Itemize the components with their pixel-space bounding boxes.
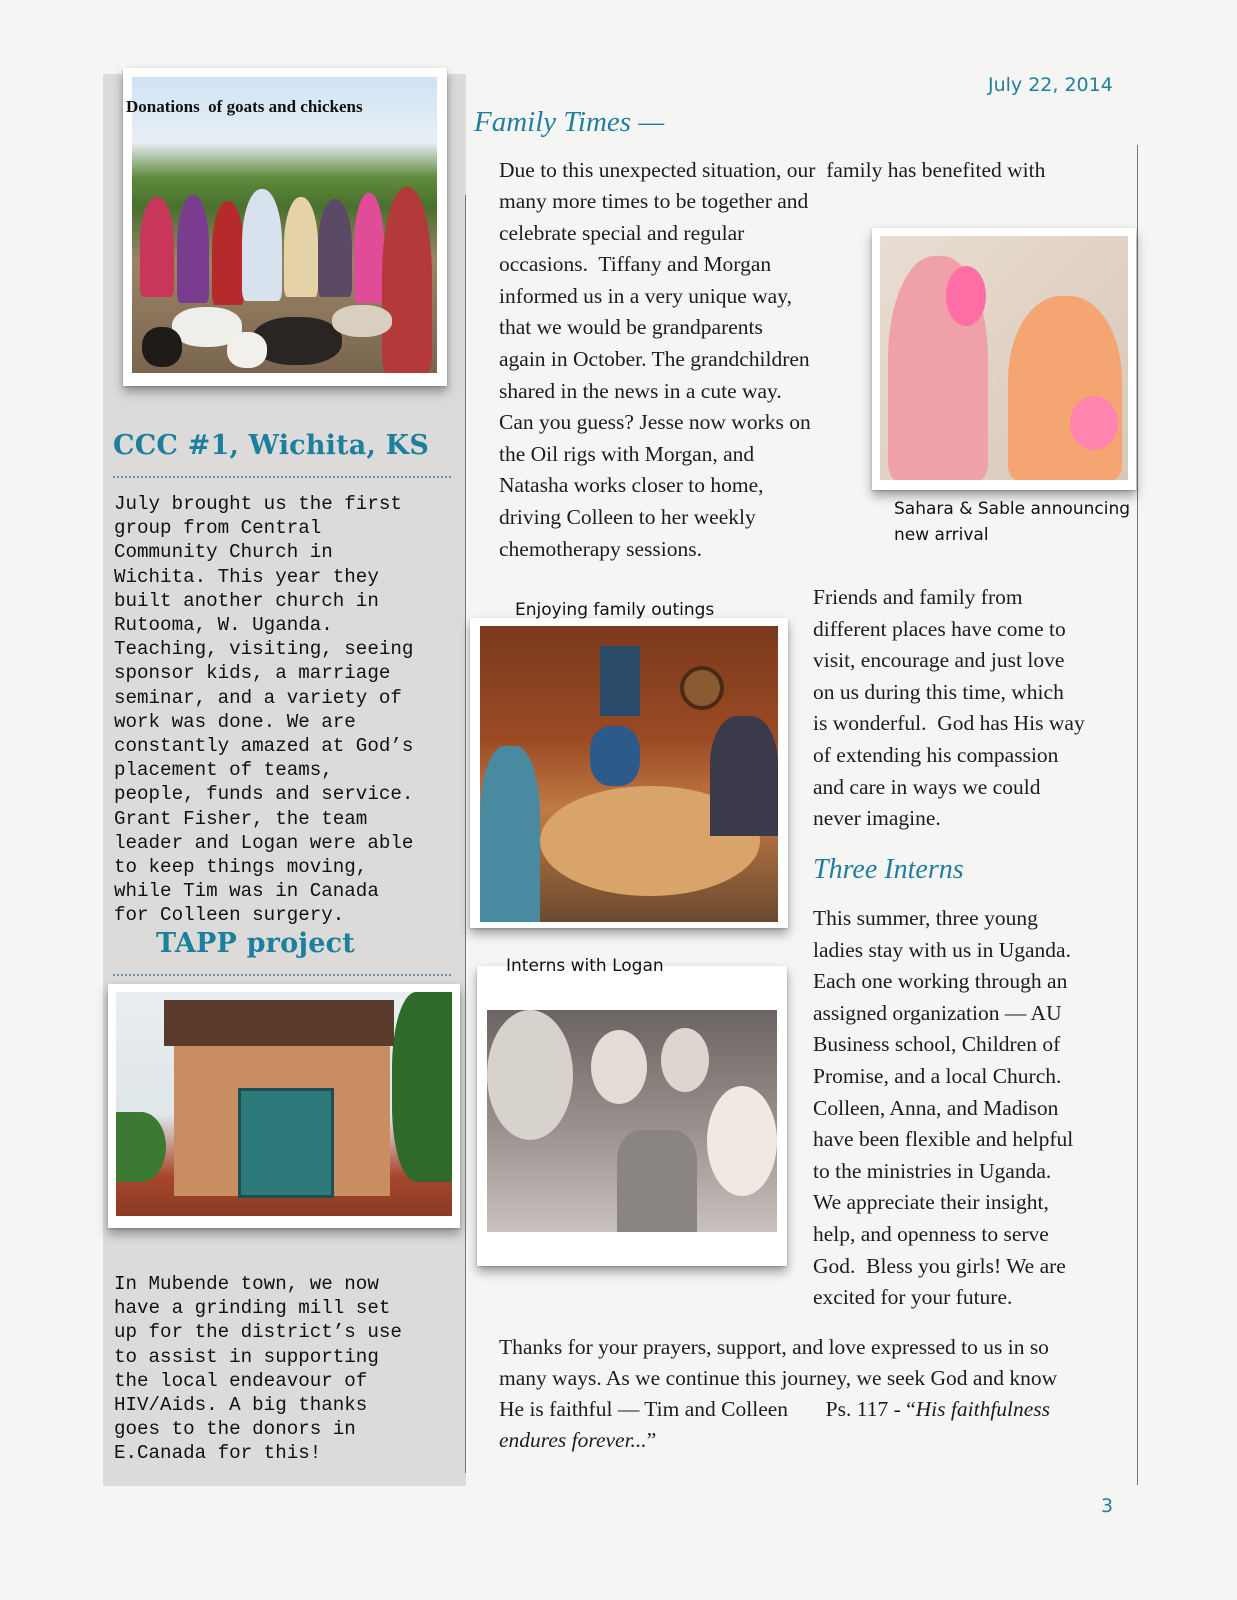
- ccc-heading: CCC #1, Wichita, KS: [113, 430, 430, 461]
- wall-decor: [600, 646, 640, 716]
- diner-figure: [480, 746, 540, 922]
- paper-heart: [1070, 396, 1118, 450]
- person-face: [707, 1086, 777, 1196]
- person-figure: [284, 197, 318, 297]
- page-number: 3: [1101, 1495, 1114, 1517]
- interns-body-text: This summer, three young ladies stay with us in Uganda. Each one working through an assigned organization — AU Business school, Children of Promise, and a local Church. Colleen, Anna, and Madison have been flexible and helpful to the ministries in Uganda. We appreciate their insight, help, and openness to serve God. Bless you girls! We are excited for your future.: [813, 906, 1074, 1310]
- interns-with-logan-photo: [487, 1010, 777, 1232]
- interns-photo-caption: Interns with Logan: [506, 956, 664, 976]
- person-figure: [382, 187, 432, 373]
- kids-photo-frame: [872, 228, 1136, 490]
- outings-photo-caption: Enjoying family outings: [515, 600, 715, 620]
- goat-figure: [332, 305, 392, 337]
- ccc-body-text: July brought us the first group from Central Community Church in Wichita. This year they built another church in Rutooma, W. Uganda. Teaching, visiting, seeing sponsor kids, a marriage seminar, and a variety of work was done. We are constantly amazed at God’s placement of teams, people, funds and service. Grant Fisher, the team leader and Logan were able to keep things moving, while Tim was in Canada for Colleen surgery.: [114, 493, 414, 927]
- closing-line-1: Thanks for your prayers, support, and love expressed to us in so: [499, 1335, 1049, 1359]
- closing-signature: He is faithful — Tim and Colleen Ps. 117 - “: [499, 1397, 916, 1421]
- goat-figure: [227, 332, 267, 368]
- tree-shape: [392, 992, 452, 1182]
- grinding-mill-building-photo: [116, 992, 452, 1216]
- roof-shape: [164, 1000, 394, 1046]
- person-figure: [212, 201, 244, 305]
- closing-line-4: [499, 1425, 656, 1457]
- person-face: [487, 1010, 573, 1140]
- friends-body-text: Friends and family from different places have come to visit, encourage and just love on us during this time, which is wonderful. God has His way of extending his compassion and care in ways we could never imagine.: [813, 585, 1085, 831]
- family-outing-photo: [480, 626, 778, 922]
- closing-line-2: many ways. As we continue this journey, we seek God and know: [499, 1366, 1058, 1390]
- issue-date: July 22, 2014: [988, 74, 1113, 96]
- tapp-heading-divider: [113, 974, 451, 976]
- goats-photo: [132, 77, 437, 373]
- closing-line-3: [499, 1394, 1050, 1426]
- person-figure: [140, 197, 174, 297]
- diner-figure: [710, 716, 778, 836]
- person-figure: [242, 189, 282, 301]
- paper-heart: [946, 266, 986, 326]
- person-figure: [318, 199, 352, 297]
- goats-photo-caption: Donations of goats and chickens: [126, 97, 363, 116]
- tapp-body-text: In Mubende town, we now have a grinding mill set up for the district’s use to assist in supporting the local endeavour of HIV/Aids. A big thanks goes to the donors in E.Canada for this!: [114, 1273, 402, 1465]
- outings-photo-frame: [470, 618, 788, 928]
- interns-photo-frame: [477, 966, 787, 1266]
- family-times-title: Family Times —: [474, 106, 665, 138]
- car-seat: [617, 1130, 697, 1232]
- teal-door: [238, 1088, 334, 1198]
- person-figure: [354, 193, 384, 303]
- ccc-heading-divider: [113, 476, 451, 478]
- kids-photo-caption: Sahara & Sable announcing new arrival: [894, 499, 1131, 545]
- closing-quote-start: His faithfulness: [915, 1397, 1051, 1421]
- three-interns-title: Three Interns: [813, 854, 964, 885]
- family-body-text: many more times to be together and celebrate special and regular occasions. Tiffany and Morgan informed us in a very unique way, that we would be grandparents again in October. The grandchildren shared in the news in a cute way. Can you guess? Jesse now works on the Oil rigs with Morgan, and Natasha works closer to home, driving Colleen to her weekly chemotherapy sessions.: [499, 189, 811, 561]
- kids-announcing-photo: [880, 236, 1128, 480]
- family-first-line: Due to this unexpected situation, our family has benefited with: [499, 158, 1046, 182]
- person-figure: [177, 195, 209, 303]
- goat-figure: [142, 327, 182, 367]
- person-face: [591, 1030, 647, 1104]
- person-face: [661, 1028, 709, 1092]
- tree-shape: [116, 1112, 166, 1182]
- tapp-heading: TAPP project: [156, 928, 355, 959]
- wall-decor: [680, 666, 724, 710]
- child-figure: [1008, 296, 1122, 480]
- diner-figure: [590, 726, 640, 786]
- column-divider-left: [465, 195, 466, 1473]
- closing-quote-mark: ”: [646, 1428, 657, 1452]
- closing-quote-end: endures forever...: [499, 1428, 647, 1452]
- column-divider-right: [1137, 145, 1138, 1485]
- mill-photo-frame: [108, 984, 460, 1228]
